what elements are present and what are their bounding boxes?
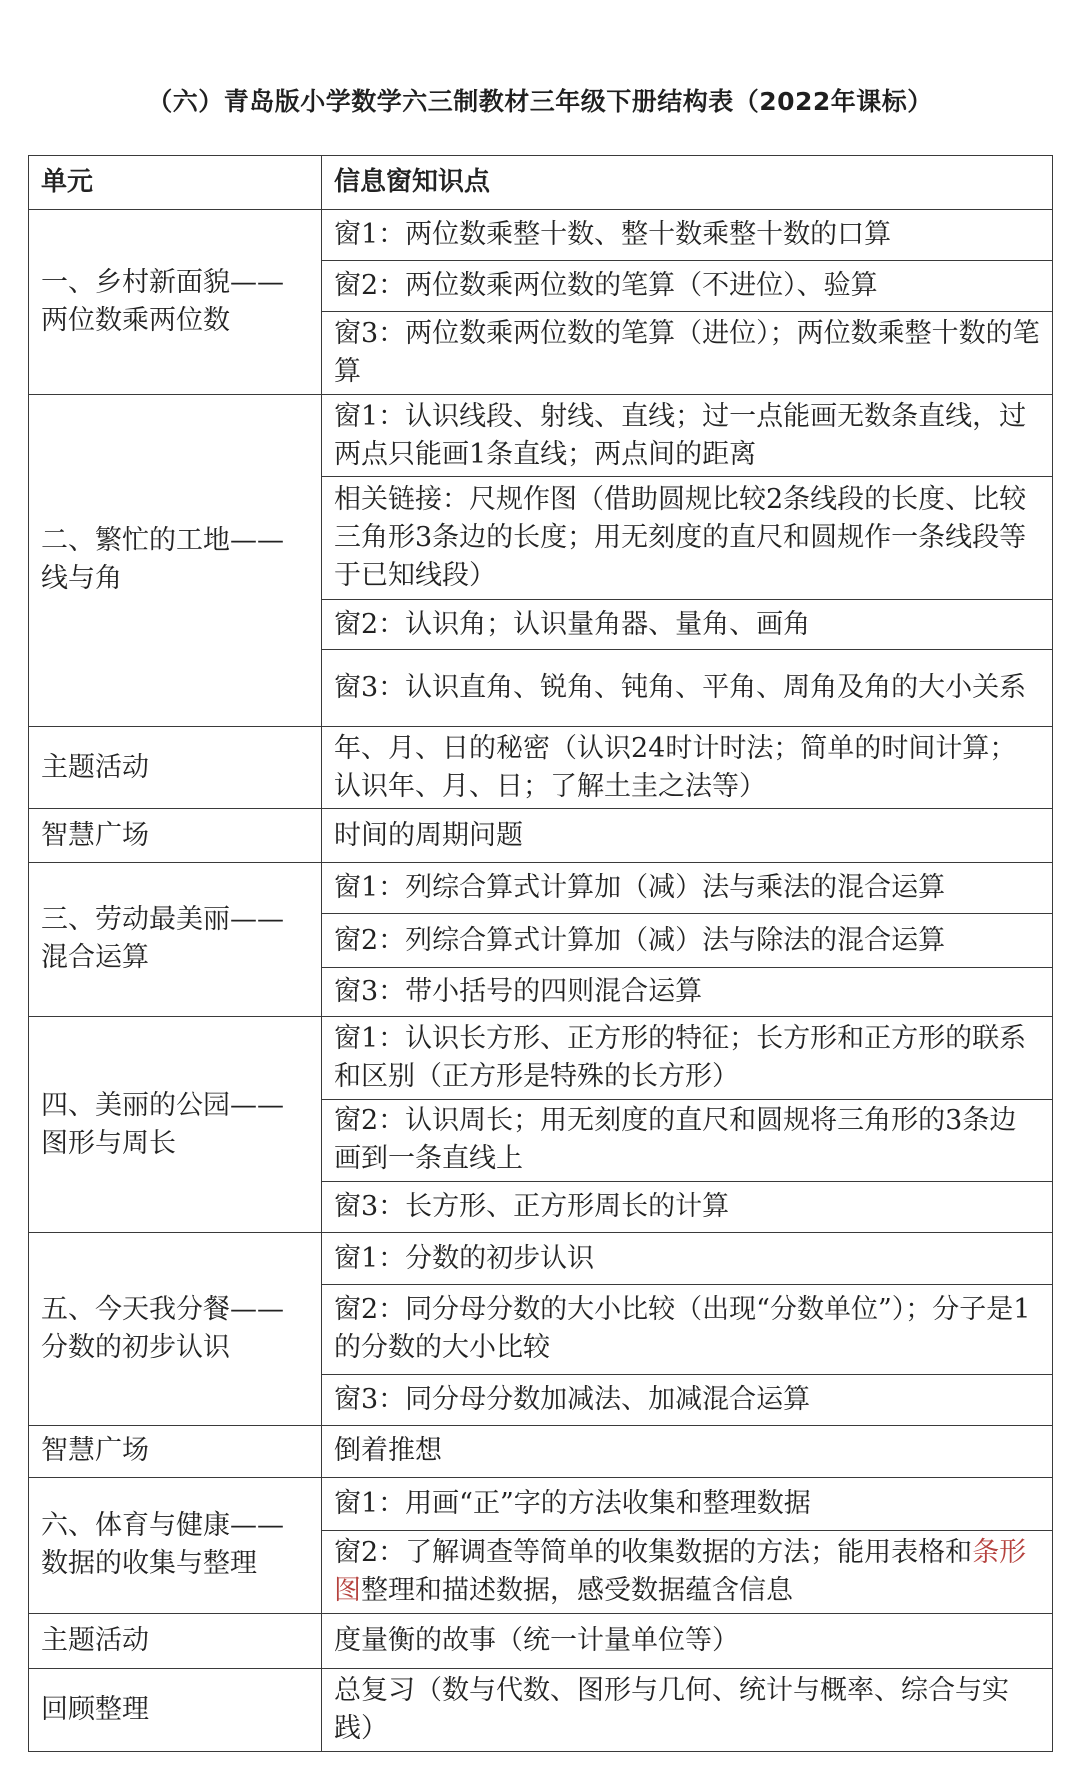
unit-cell: 二、繁忙的工地——线与角 xyxy=(29,394,322,726)
point-cell: 窗2：认识角；认识量角器、量角、画角 xyxy=(322,600,1053,649)
unit-cell: 一、乡村新面貌——两位数乘两位数 xyxy=(29,209,322,394)
point-cell: 窗3：认识直角、锐角、钝角、平角、周角及角的大小关系 xyxy=(322,649,1053,726)
page-title: （六）青岛版小学数学六三制教材三年级下册结构表（2022年课标） xyxy=(147,87,933,116)
unit-cell: 智慧广场 xyxy=(29,1426,322,1477)
point-cell: 相关链接：尺规作图（借助圆规比较2条线段的长度、比较三角形3条边的长度；用无刻度的直尺和圆规作一条线段等于已知线段） xyxy=(322,477,1053,600)
point-cell: 度量衡的故事（统一计量单位等） xyxy=(322,1613,1053,1669)
unit-cell: 主题活动 xyxy=(29,1613,322,1669)
header-row xyxy=(29,156,1053,210)
table-row xyxy=(29,726,1053,808)
table-row xyxy=(29,1426,1053,1477)
point-cell: 窗2：同分母分数的大小比较（出现“分数单位”）；分子是1的分数的大小比较 xyxy=(322,1284,1053,1374)
point-cell: 年、月、日的秘密（认识24时计时法；简单的时间计算；认识年、月、日；了解土圭之法等） xyxy=(322,726,1053,808)
unit-cell: 主题活动 xyxy=(29,726,322,808)
unit-cell: 回顾整理 xyxy=(29,1669,322,1752)
point-cell: 时间的周期问题 xyxy=(322,809,1053,863)
point-cell: 窗3：带小括号的四则混合运算 xyxy=(322,967,1053,1016)
point-cell: 窗1：分数的初步认识 xyxy=(322,1233,1053,1284)
table-row xyxy=(29,1613,1053,1669)
point-cell: 窗2：认识周长；用无刻度的直尺和圆规将三角形的3条边画到一条直线上 xyxy=(322,1099,1053,1181)
point-cell: 总复习（数与代数、图形与几何、统计与概率、综合与实践） xyxy=(322,1669,1053,1752)
table-row xyxy=(29,1233,1053,1284)
point-cell: 窗1：两位数乘整十数、整十数乘整十数的口算 xyxy=(322,209,1053,260)
unit-cell: 六、体育与健康——数据的收集与整理 xyxy=(29,1477,322,1613)
header-unit: 单元 xyxy=(29,156,322,210)
table-row xyxy=(29,1669,1053,1752)
unit-cell: 四、美丽的公园——图形与周长 xyxy=(29,1017,322,1233)
table-row xyxy=(29,209,1053,260)
point-cell xyxy=(322,1531,1053,1613)
point-cell: 倒着推想 xyxy=(322,1426,1053,1477)
point-cell: 窗2：两位数乘两位数的笔算（不进位）、验算 xyxy=(322,260,1053,311)
point-text-after: 整理和描述数据，感受数据蕴含信息 xyxy=(361,1574,793,1606)
unit-cell: 三、劳动最美丽——混合运算 xyxy=(29,862,322,1016)
point-cell: 窗1：认识线段、射线、直线；过一点能画无数条直线，过两点只能画1条直线；两点间的距离 xyxy=(322,394,1053,476)
unit-cell: 智慧广场 xyxy=(29,809,322,863)
table-row xyxy=(29,1477,1053,1531)
point-cell: 窗1：列综合算式计算加（减）法与乘法的混合运算 xyxy=(322,862,1053,913)
point-cell: 窗3：长方形、正方形周长的计算 xyxy=(322,1182,1053,1233)
highlight-term: 条形图 xyxy=(334,1536,1027,1606)
point-text-before: 窗2：了解调查等简单的收集数据的方法；能用表格和 xyxy=(334,1536,973,1568)
header-points: 信息窗知识点 xyxy=(322,156,1053,210)
structure-table xyxy=(28,155,1053,1752)
table-row xyxy=(29,862,1053,913)
point-cell: 窗1：认识长方形、正方形的特征；长方形和正方形的联系和区别（正方形是特殊的长方形） xyxy=(322,1017,1053,1099)
point-cell: 窗3：两位数乘两位数的笔算（进位）；两位数乘整十数的笔算 xyxy=(322,312,1053,394)
table-row xyxy=(29,394,1053,476)
point-cell: 窗1：用画“正”字的方法收集和整理数据 xyxy=(322,1477,1053,1531)
table-row xyxy=(29,1017,1053,1099)
point-cell: 窗3：同分母分数加减法、加减混合运算 xyxy=(322,1374,1053,1425)
point-cell: 窗2：列综合算式计算加（减）法与除法的混合运算 xyxy=(322,914,1053,968)
unit-cell: 五、今天我分餐——分数的初步认识 xyxy=(29,1233,322,1426)
table-row xyxy=(29,809,1053,863)
